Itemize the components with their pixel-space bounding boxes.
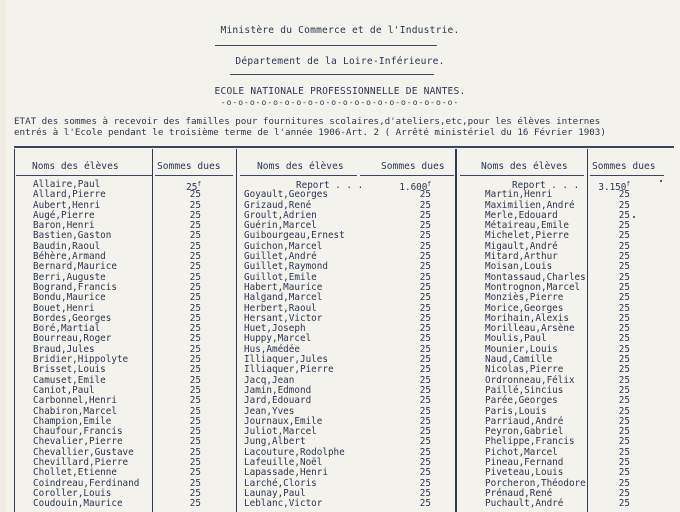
amount-value: 25 — [618, 312, 630, 324]
amount-value: 25 — [618, 271, 630, 283]
amount-value: 25 — [419, 312, 431, 324]
amount-value: 25 — [419, 395, 431, 407]
student-name: Boré,Martial — [33, 323, 101, 335]
etat-line-1: ETAT des sommes à recevoir des familles pour fournitures scolaires,d'ateliers,etc,pour les élèves internes — [14, 116, 601, 127]
student-name: Goyault,Georges — [244, 189, 328, 201]
header-rule — [16, 175, 152, 176]
student-name: Augé,Pierre — [33, 209, 95, 221]
amount-value: 25 — [419, 220, 431, 232]
student-name: Montrognon,Marcel — [485, 281, 581, 293]
amount-value: 25 — [189, 189, 201, 201]
student-name: Phelippe,Francis — [485, 436, 575, 448]
amount-value: 25 — [419, 281, 431, 293]
amount-value: 25 — [618, 498, 630, 510]
column-header-amounts: Sommes dues — [592, 161, 656, 172]
amount-value: 25 — [189, 251, 201, 263]
student-name: Huppy,Marcel — [244, 333, 312, 345]
amount-value: 25 — [618, 261, 630, 273]
student-name: Baudin,Raoul — [33, 240, 101, 252]
amount-value: 25 — [189, 477, 201, 489]
amount-value: 25 — [618, 426, 630, 438]
student-name: Chevalier,Pierre — [33, 436, 123, 448]
amount-value: 25 — [618, 230, 630, 242]
amount-value: 25 — [419, 230, 431, 242]
student-name: Hersant,Victor — [244, 312, 323, 324]
student-name: Montassaud,Charles — [485, 271, 586, 283]
student-name: Berri,Auguste — [33, 271, 106, 283]
student-name: Guillet,André — [244, 251, 317, 263]
student-name: Morilleau,Arsène — [485, 323, 575, 335]
student-name: Jamin,Edmond — [244, 384, 312, 396]
student-name: Morihain,Alexis — [485, 312, 569, 324]
student-name: Piveteau,Louis — [485, 467, 564, 479]
student-name: Jard,Edouard — [244, 395, 312, 407]
student-name: Coudouin,Maurice — [33, 498, 123, 510]
amount-value: 25 — [419, 477, 431, 489]
student-name: Lacouture,Rodolphe — [244, 446, 345, 458]
amount-value: 25 — [189, 199, 201, 211]
ink-mark — [660, 180, 662, 182]
student-name: Lafeuille,Noël — [244, 457, 323, 469]
student-name: Migault,André — [485, 240, 558, 252]
amount-value: 25 — [189, 312, 201, 324]
student-name: Journaux,Emile — [244, 415, 323, 427]
amount-value: 25 — [618, 436, 630, 448]
amount-value: 25 — [419, 426, 431, 438]
student-name: Pichot,Marcel — [485, 446, 558, 458]
student-name: Parée,Georges — [485, 395, 558, 407]
amount-value: 25 — [189, 281, 201, 293]
student-name: Chabiron,Marcel — [33, 405, 117, 417]
student-name: Carbonnel,Henri — [33, 395, 117, 407]
student-name: Mounier,Louis — [485, 343, 558, 355]
amount-value: 25 — [618, 199, 630, 211]
student-name: Parriaud,André — [485, 415, 564, 427]
amount-value: 25 — [189, 467, 201, 479]
etat-line-2: entrés à l'Ecole pendant le troisième terme de l'année 1906-Art. 2 ( Arrêté ministériel du 16 Février 1903) — [14, 127, 606, 138]
amount-value: 25 — [189, 343, 201, 355]
student-name: Juliot,Marcel — [244, 426, 317, 438]
student-name: Guibourgeau,Ernest — [244, 230, 345, 242]
student-name: Leblanc,Victor — [244, 498, 323, 510]
student-name: Habert,Maurice — [244, 281, 323, 293]
school-title: ECOLE NATIONALE PROFESSIONNELLE DE NANTES. — [214, 86, 466, 97]
amount-value: 25 — [189, 446, 201, 458]
amount-value: 25 — [618, 395, 630, 407]
amounts-list-column-1 — [170, 180, 201, 510]
amount-value: 25 — [618, 487, 630, 499]
student-name: Porcheron,Théodore — [485, 477, 586, 489]
table-divider-4 — [587, 149, 588, 512]
amount-value: 25 — [618, 323, 630, 335]
student-name: Maximilien,André — [485, 199, 575, 211]
ministry-title: Ministère du Commerce et de l'Industrie. — [220, 25, 460, 36]
header-rule — [590, 175, 664, 176]
amount-value: 25 — [189, 209, 201, 221]
column-header-amounts: Sommes dues — [157, 161, 221, 172]
student-name: Launay,Paul — [244, 487, 306, 499]
column-header-amounts: Sommes dues — [381, 161, 445, 172]
amounts-list-column-3 — [590, 180, 630, 510]
names-list-column-1 — [33, 180, 139, 510]
student-name: Bogrand,Francis — [33, 281, 117, 293]
amount-value: 25 — [419, 271, 431, 283]
student-name: Herbert,Raoul — [244, 302, 317, 314]
student-name: Michelet,Pierre — [485, 230, 569, 242]
student-name: Larché,Cloris — [244, 477, 317, 489]
student-name: Peyron,Gabriel — [485, 426, 564, 438]
amount-value: 25 — [189, 405, 201, 417]
amount-value: 25 — [189, 220, 201, 232]
amount-value: 25 — [618, 467, 630, 479]
amount-value: 25 — [419, 354, 431, 366]
amount-value: 25 — [618, 209, 630, 221]
student-name: Guillot,Emile — [244, 271, 317, 283]
franc-mark: f — [626, 181, 630, 188]
amount-value: 25 — [618, 457, 630, 469]
amount-value: 25 — [419, 323, 431, 335]
student-name: Naud,Camille — [485, 354, 553, 366]
student-name: Baron,Henri — [33, 220, 95, 232]
amount-value: 25 — [419, 209, 431, 221]
amount-value: 25 — [189, 354, 201, 366]
amount-value: 25 — [618, 384, 630, 396]
amount-value: 25 — [618, 281, 630, 293]
student-name: Chevillard,Pierre — [33, 457, 129, 469]
header-rule — [460, 175, 584, 176]
amount-value: 25 — [618, 189, 630, 201]
amount-value: 25 — [618, 405, 630, 417]
amount-value: 25 — [618, 354, 630, 366]
table-divider-3 — [455, 149, 457, 512]
student-name: Brisset,Louis — [33, 364, 106, 376]
amount-value: 25 — [189, 487, 201, 499]
table-border-left — [14, 149, 15, 512]
student-name: Bourreau,Roger — [33, 333, 112, 345]
names-list-column-3 — [485, 180, 586, 510]
amount-value: 3.150 — [598, 182, 627, 193]
column-header-names: Noms des élèves — [481, 161, 568, 172]
student-name: Bordes,Georges — [33, 312, 112, 324]
ornament-rule: -o-o-o-o-o-o-o-o-o-o-o-o-o-o-o-o-o-o-o-o- — [220, 98, 460, 107]
amount-value: 25 — [419, 487, 431, 499]
amount-value: 25 — [618, 220, 630, 232]
amount-value: 25 — [419, 498, 431, 510]
student-name: Mitard,Arthur — [485, 251, 558, 263]
amount-value: 25 — [419, 333, 431, 345]
student-name: Prénaud,René — [485, 487, 553, 499]
amount-value: 25 — [419, 199, 431, 211]
table-top-rule — [14, 146, 674, 148]
report-label: Report . . . — [296, 180, 364, 191]
amount-value: 25 — [419, 364, 431, 376]
amount-value: 25 — [618, 251, 630, 263]
student-name: Bondu,Maurice — [33, 292, 106, 304]
student-name: Grizaud,René — [244, 199, 312, 211]
table-divider-1 — [152, 149, 153, 512]
student-name: Champion,Emile — [33, 415, 112, 427]
amounts-list-column-2 — [390, 180, 431, 510]
column-header-names: Noms des élèves — [32, 161, 119, 172]
student-name: Puchault,André — [485, 498, 564, 510]
student-name: Guichon,Marcel — [244, 240, 323, 252]
student-name: Illiaquer,Pierre — [244, 364, 334, 376]
amount-value: 25 — [419, 240, 431, 252]
amount-value: 25 — [618, 343, 630, 355]
header-rule — [360, 175, 454, 176]
report-label: Report . . . — [512, 180, 580, 191]
amount-value: 25 — [618, 240, 630, 252]
student-name: Aubert,Henri — [33, 199, 101, 211]
student-name: Illiaquer,Jules — [244, 354, 328, 366]
amount-value: 25 — [419, 343, 431, 355]
student-name: Paillé,Sincius — [485, 384, 564, 396]
amount-value: 25 — [419, 415, 431, 427]
student-name: Nicolas,Pierre — [485, 364, 564, 376]
franc-mark: f — [427, 181, 431, 188]
student-name: Huet,Joseph — [244, 323, 306, 335]
student-name: Halgand,Marcel — [244, 292, 323, 304]
amount-value: 25 — [419, 374, 431, 386]
student-name: Monziès,Pierre — [485, 292, 564, 304]
student-name: Chevallier,Gustave — [33, 446, 134, 458]
amount-value: 25 — [419, 261, 431, 273]
amount-value: 25 — [419, 292, 431, 304]
amount-value: 25 — [189, 292, 201, 304]
header-underline-1 — [215, 45, 437, 46]
student-name: Bastien,Gaston — [33, 230, 112, 242]
student-name: Moulis,Paul — [485, 333, 547, 345]
amount-value: 25 — [618, 415, 630, 427]
student-name: Lapassade,Henri — [244, 467, 328, 479]
table-divider-2 — [236, 149, 237, 512]
student-name: Merle,Edouard — [485, 209, 558, 221]
student-name: Caniot,Paul — [33, 384, 95, 396]
student-name: Allard,Pierre — [33, 189, 106, 201]
student-name: Pineau,Fernand — [485, 457, 564, 469]
student-name: Bridier,Hippolyte — [33, 354, 129, 366]
amount-value: 25 — [189, 384, 201, 396]
amount-value: 25 — [618, 374, 630, 386]
student-name: Groult,Adrien — [244, 209, 317, 221]
student-name: Morice,Georges — [485, 302, 564, 314]
amount-value: 25 — [618, 364, 630, 376]
student-name: Chollet,Etienne — [33, 467, 117, 479]
amount-value: 25 — [189, 364, 201, 376]
ink-mark — [633, 216, 635, 218]
header-rule — [240, 175, 357, 176]
amount-value: 25 — [618, 477, 630, 489]
student-name: Hus,Amédée — [244, 343, 300, 355]
student-name: Jacq,Jean — [244, 374, 295, 386]
amount-value: 25 — [189, 374, 201, 386]
amount-value: 25 — [189, 261, 201, 273]
franc-mark: f — [197, 181, 201, 188]
amount-value: 25 — [618, 292, 630, 304]
amount-value: 25 — [419, 446, 431, 458]
names-list-column-2 — [244, 180, 345, 510]
header-underline-2 — [230, 74, 434, 75]
student-name: Coindreau,Ferdinand — [33, 477, 140, 489]
amount-value: 25 — [618, 302, 630, 314]
amount-value: 25 — [189, 240, 201, 252]
amount-value: 25 — [618, 333, 630, 345]
amount-value: 25 — [189, 302, 201, 314]
amount-value: 25 — [419, 384, 431, 396]
student-name: Braud,Jules — [33, 343, 95, 355]
amount-value: 25 — [618, 446, 630, 458]
student-name: Jean,Yves — [244, 405, 295, 417]
student-name: Martin,Henri — [485, 189, 553, 201]
amount-value: 25 — [189, 323, 201, 335]
amount-value: 25 — [419, 457, 431, 469]
department-title: Département de la Loire-Inférieure. — [235, 56, 445, 67]
student-name: Ordronneau,Félix — [485, 374, 575, 386]
column-header-names: Noms des élèves — [257, 161, 344, 172]
student-name: Jung,Albert — [244, 436, 306, 448]
student-name: Paris,Louis — [485, 405, 547, 417]
amount-value: 25 — [419, 467, 431, 479]
amount-value: 25 — [419, 189, 431, 201]
amount-value: 25 — [189, 415, 201, 427]
amount-value: 25 — [189, 333, 201, 345]
student-name: Allaire,Paul — [33, 179, 101, 190]
amount-value: 25 — [419, 436, 431, 448]
student-name: Guérin,Marcel — [244, 220, 317, 232]
amount-value: 25 — [186, 182, 198, 193]
student-name: Métaireau,Emile — [485, 220, 569, 232]
amount-value: 25 — [189, 457, 201, 469]
amount-value: 25 — [419, 251, 431, 263]
student-name: Coroller,Louis — [33, 487, 112, 499]
amount-value: 25 — [189, 426, 201, 438]
amount-value: 1.600 — [399, 182, 428, 193]
amount-value: 25 — [419, 302, 431, 314]
student-name: Moisan,Louis — [485, 261, 553, 273]
amount-value: 25 — [189, 395, 201, 407]
student-name: Guillet,Raymond — [244, 261, 328, 273]
student-name: Bernard,Maurice — [33, 261, 117, 273]
student-name: Chaufour,Francis — [33, 426, 123, 438]
amount-value: 25 — [189, 436, 201, 448]
header-rule — [155, 175, 233, 176]
student-name: Béhère,Armand — [33, 251, 106, 263]
amount-value: 25 — [419, 405, 431, 417]
amount-value: 25 — [189, 498, 201, 510]
amount-value: 25 — [189, 271, 201, 283]
student-name: Bouet,Henri — [33, 302, 95, 314]
amount-value: 25 — [189, 230, 201, 242]
student-name: Camuset,Emile — [33, 374, 106, 386]
